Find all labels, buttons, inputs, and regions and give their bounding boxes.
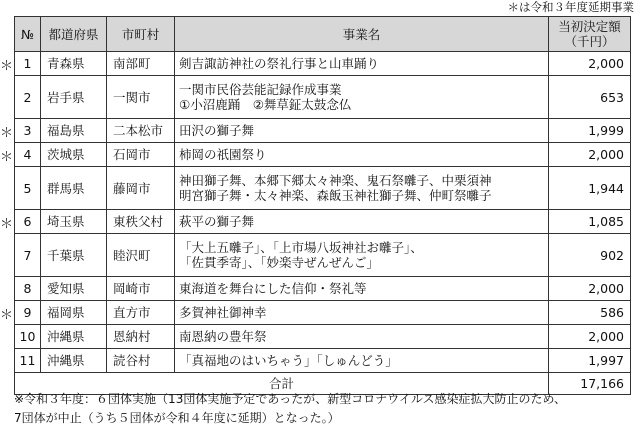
event-line: 萩平の獅子舞 bbox=[179, 214, 255, 229]
cell-prefecture: 沖縄県 bbox=[41, 349, 107, 373]
footnote-line: ※令和３年度：６団体実施（13団体実施予定であったが、新型コロナウイルス感染症拡大防止のため、 bbox=[14, 392, 567, 406]
cell-city: 一関市 bbox=[107, 76, 175, 119]
event-line: 柿岡の祇園祭り bbox=[179, 147, 267, 162]
event-line: 神田獅子舞、本郷下郷太々神楽、鬼石祭囃子、中栗須神 bbox=[179, 173, 492, 188]
cell-prefecture: 福島県 bbox=[41, 119, 107, 143]
total-label: 合計 bbox=[15, 373, 549, 395]
table-body bbox=[15, 52, 631, 395]
event-line: 「大上五囃子」、「上市場八坂神社お囃子」、 bbox=[179, 240, 423, 255]
cell-amount: 586 bbox=[549, 301, 631, 325]
table-row bbox=[15, 234, 631, 277]
event-line: ①小沼鹿踊 ②舞草鉦太鼓念仏 bbox=[179, 97, 352, 112]
table-row bbox=[15, 119, 631, 143]
cell-no: 7 bbox=[15, 234, 41, 277]
event-line: 「真福地のはいちゃう」「しゅんどう」 bbox=[179, 353, 398, 368]
table-row bbox=[15, 167, 631, 210]
cell-amount: 2,000 bbox=[549, 52, 631, 76]
cell-event bbox=[175, 301, 549, 325]
event-line: 多賀神社御神幸 bbox=[179, 305, 267, 320]
cell-no: 3 bbox=[15, 119, 41, 143]
cell-no: 8 bbox=[15, 277, 41, 301]
cell-event bbox=[175, 210, 549, 234]
deferred-star-marker: ＊ bbox=[0, 307, 14, 323]
cell-event bbox=[175, 119, 549, 143]
deferred-star-marker: ＊ bbox=[0, 125, 14, 141]
cell-prefecture: 福岡県 bbox=[41, 301, 107, 325]
header-amount: 当初決定額 （千円） bbox=[549, 17, 631, 52]
cell-prefecture: 沖縄県 bbox=[41, 325, 107, 349]
table-row bbox=[15, 325, 631, 349]
cell-event bbox=[175, 143, 549, 167]
table-row bbox=[15, 277, 631, 301]
table-row bbox=[15, 143, 631, 167]
cell-event bbox=[175, 76, 549, 119]
deferred-star-marker: ＊ bbox=[0, 149, 14, 165]
cell-no: 4 bbox=[15, 143, 41, 167]
event-line: 田沢の獅子舞 bbox=[179, 123, 255, 138]
table-row bbox=[15, 76, 631, 119]
cell-prefecture: 群馬県 bbox=[41, 167, 107, 210]
cell-event bbox=[175, 167, 549, 210]
cell-amount: 2,000 bbox=[549, 325, 631, 349]
cell-no: 5 bbox=[15, 167, 41, 210]
cell-event bbox=[175, 325, 549, 349]
cell-prefecture: 青森県 bbox=[41, 52, 107, 76]
cell-amount: 1,944 bbox=[549, 167, 631, 210]
cell-no: 9 bbox=[15, 301, 41, 325]
footnote-line: 7団体が中止（うち５団体が令和４年度に延期）となった。） bbox=[14, 411, 340, 425]
total-amount: 17,166 bbox=[549, 373, 631, 395]
cell-prefecture: 千葉県 bbox=[41, 234, 107, 277]
table-row bbox=[15, 301, 631, 325]
cell-city: 南部町 bbox=[107, 52, 175, 76]
cell-city: 岡崎市 bbox=[107, 277, 175, 301]
header-event: 事業名 bbox=[175, 17, 549, 52]
header-prefecture: 都道府県 bbox=[41, 17, 107, 52]
cell-amount: 2,000 bbox=[549, 277, 631, 301]
cell-no: 11 bbox=[15, 349, 41, 373]
cell-prefecture: 愛知県 bbox=[41, 277, 107, 301]
header-city: 市町村 bbox=[107, 17, 175, 52]
cell-event bbox=[175, 234, 549, 277]
cell-city: 石岡市 bbox=[107, 143, 175, 167]
event-line: 一関市民俗芸能記録作成事業 bbox=[179, 82, 342, 97]
event-line: 明宮獅子舞・太々神楽、森飯玉神社獅子舞、仲町祭囃子 bbox=[179, 188, 492, 203]
cell-prefecture: 茨城県 bbox=[41, 143, 107, 167]
cell-event bbox=[175, 349, 549, 373]
event-line: 東海道を舞台にした信仰・祭礼等 bbox=[179, 281, 367, 296]
table-row bbox=[15, 349, 631, 373]
deferred-note: ＊は令和３年度延期事業 bbox=[507, 0, 634, 14]
deferred-star-marker: ＊ bbox=[0, 58, 14, 74]
deferred-star-marker: ＊ bbox=[0, 216, 14, 232]
cell-no: 1 bbox=[15, 52, 41, 76]
event-line: 剣吉諏訪神社の祭礼行事と山車踊り bbox=[179, 56, 380, 71]
cell-no: 6 bbox=[15, 210, 41, 234]
cell-amount: 653 bbox=[549, 76, 631, 119]
table-row bbox=[15, 210, 631, 234]
cell-city: 藤岡市 bbox=[107, 167, 175, 210]
cell-amount: 2,000 bbox=[549, 143, 631, 167]
event-line: 「佐貫季寄」、「妙楽寺ぜんぜんご」 bbox=[179, 255, 380, 270]
cell-amount: 902 bbox=[549, 234, 631, 277]
project-table bbox=[14, 16, 631, 395]
cell-no: 2 bbox=[15, 76, 41, 119]
cell-amount: 1,085 bbox=[549, 210, 631, 234]
cell-prefecture: 岩手県 bbox=[41, 76, 107, 119]
cell-city: 東秩父村 bbox=[107, 210, 175, 234]
cell-event bbox=[175, 52, 549, 76]
cell-no: 10 bbox=[15, 325, 41, 349]
header-no: № bbox=[15, 17, 41, 52]
cell-city: 二本松市 bbox=[107, 119, 175, 143]
cell-city: 恩納村 bbox=[107, 325, 175, 349]
table-header-row bbox=[15, 17, 631, 52]
cell-amount: 1,999 bbox=[549, 119, 631, 143]
event-line: 南恩納の豊年祭 bbox=[179, 329, 267, 344]
cell-prefecture: 埼玉県 bbox=[41, 210, 107, 234]
cell-amount: 1,997 bbox=[549, 349, 631, 373]
cell-city: 睦沢町 bbox=[107, 234, 175, 277]
cell-event bbox=[175, 277, 549, 301]
footnote bbox=[14, 390, 634, 428]
cell-city: 読谷村 bbox=[107, 349, 175, 373]
table-row bbox=[15, 52, 631, 76]
cell-city: 直方市 bbox=[107, 301, 175, 325]
